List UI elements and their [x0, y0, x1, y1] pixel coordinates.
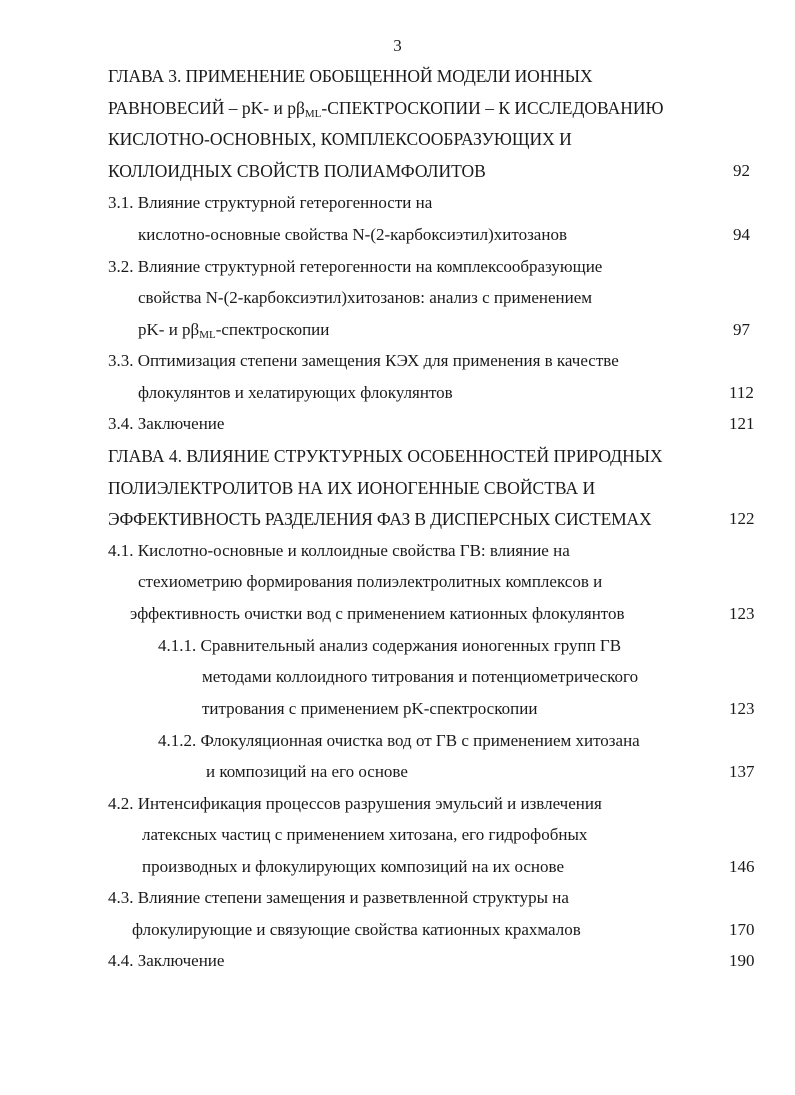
toc-line: ПОЛИЭЛЕКТРОЛИТОВ НА ИХ ИОНОГЕННЫЕ СВОЙСТВА И	[108, 478, 596, 498]
toc-line: свойства N-(2-карбоксиэтил)хитозанов: анализ с применением	[138, 288, 593, 307]
toc-line: кислотно-основные свойства N-(2-карбоксиэтил)хитозанов	[138, 225, 567, 244]
toc-line: КОЛЛОИДНЫХ СВОЙСТВ ПОЛИАМФОЛИТОВ	[108, 161, 486, 181]
toc-line: флокулянтов и хелатирующих флокулянтов	[138, 383, 453, 402]
toc-line: стехиометрию формирования полиэлектролитных комплексов и	[138, 572, 603, 591]
toc-line: эффективность очистки вод с применением катионных флокулянтов	[130, 604, 625, 623]
toc-line: 4.2. Интенсификация процессов разрушения эмульсий и извлечения	[108, 794, 602, 813]
toc-line: pK- и $p\beta_{ML}$-спектроскопии	[138, 320, 330, 341]
toc-line: латексных частиц с применением хитозана, его гидрофобных	[142, 825, 588, 844]
toc-line: 3.4. Заключение	[108, 414, 225, 433]
toc-line: КИСЛОТНО-ОСНОВНЫХ, КОМПЛЕКСООБРАЗУЮЩИХ И	[108, 129, 572, 149]
toc-line: 3.3. Оптимизация степени замещения КЭХ для применения в качестве	[108, 351, 619, 370]
toc-line: 4.1.2. Флокуляционная очистка вод от ГВ с применением хитозана	[158, 731, 640, 750]
toc-line: 4.3. Влияние степени замещения и разветвленной структуры на	[108, 888, 569, 907]
toc-line: титрования с применением pK-спектроскопии	[202, 699, 538, 718]
toc-line: флокулирующие и связующие свойства катионных крахмалов	[132, 920, 581, 939]
toc-page-number: 97	[733, 320, 750, 339]
toc-line: 3.2. Влияние структурной гетерогенности на комплексообразующие	[108, 257, 603, 276]
toc-line: 3.1. Влияние структурной гетерогенности на	[108, 193, 433, 212]
toc-page-number: 137	[729, 762, 755, 781]
toc-line: РАВНОВЕСИЙ – pK- и $p\beta_{ML}$-СПЕКТРОСКОПИИ – К ИССЛЕДОВАНИЮ	[108, 98, 664, 120]
toc-line: ГЛАВА 4. ВЛИЯНИЕ СТРУКТУРНЫХ ОСОБЕННОСТЕЙ ПРИРОДНЫХ	[108, 446, 663, 466]
toc-line: 4.4. Заключение	[108, 951, 225, 970]
toc-line: 4.1.1. Сравнительный анализ содержания ионогенных групп ГВ	[158, 636, 622, 655]
page-number: 3	[393, 36, 402, 55]
toc-page-number: 122	[729, 509, 755, 528]
toc-page-number: 94	[733, 225, 750, 244]
toc-page-number: 112	[729, 383, 754, 402]
toc-line: методами коллоидного титрования и потенциометрического	[202, 667, 639, 686]
toc-line: производных и флокулирующих композиций на их основе	[142, 857, 565, 876]
toc-page-number: 123	[729, 604, 755, 623]
toc-page-number: 123	[729, 699, 755, 718]
toc-page-number: 190	[729, 951, 755, 970]
toc-line: ЭФФЕКТИВНОСТЬ РАЗДЕЛЕНИЯ ФАЗ В ДИСПЕРСНЫХ СИСТЕМАХ	[108, 509, 652, 529]
toc-line: 4.1. Кислотно-основные и коллоидные свойства ГВ: влияние на	[108, 541, 570, 560]
toc-page-number: 92	[733, 161, 750, 180]
toc-page-number: 146	[729, 857, 755, 876]
toc-line: и композиций на его основе	[206, 762, 408, 781]
toc-page-number: 170	[729, 920, 755, 939]
toc-page-number: 121	[729, 414, 755, 433]
toc-line: ГЛАВА 3. ПРИМЕНЕНИЕ ОБОБЩЕННОЙ МОДЕЛИ ИОННЫХ	[108, 66, 593, 86]
